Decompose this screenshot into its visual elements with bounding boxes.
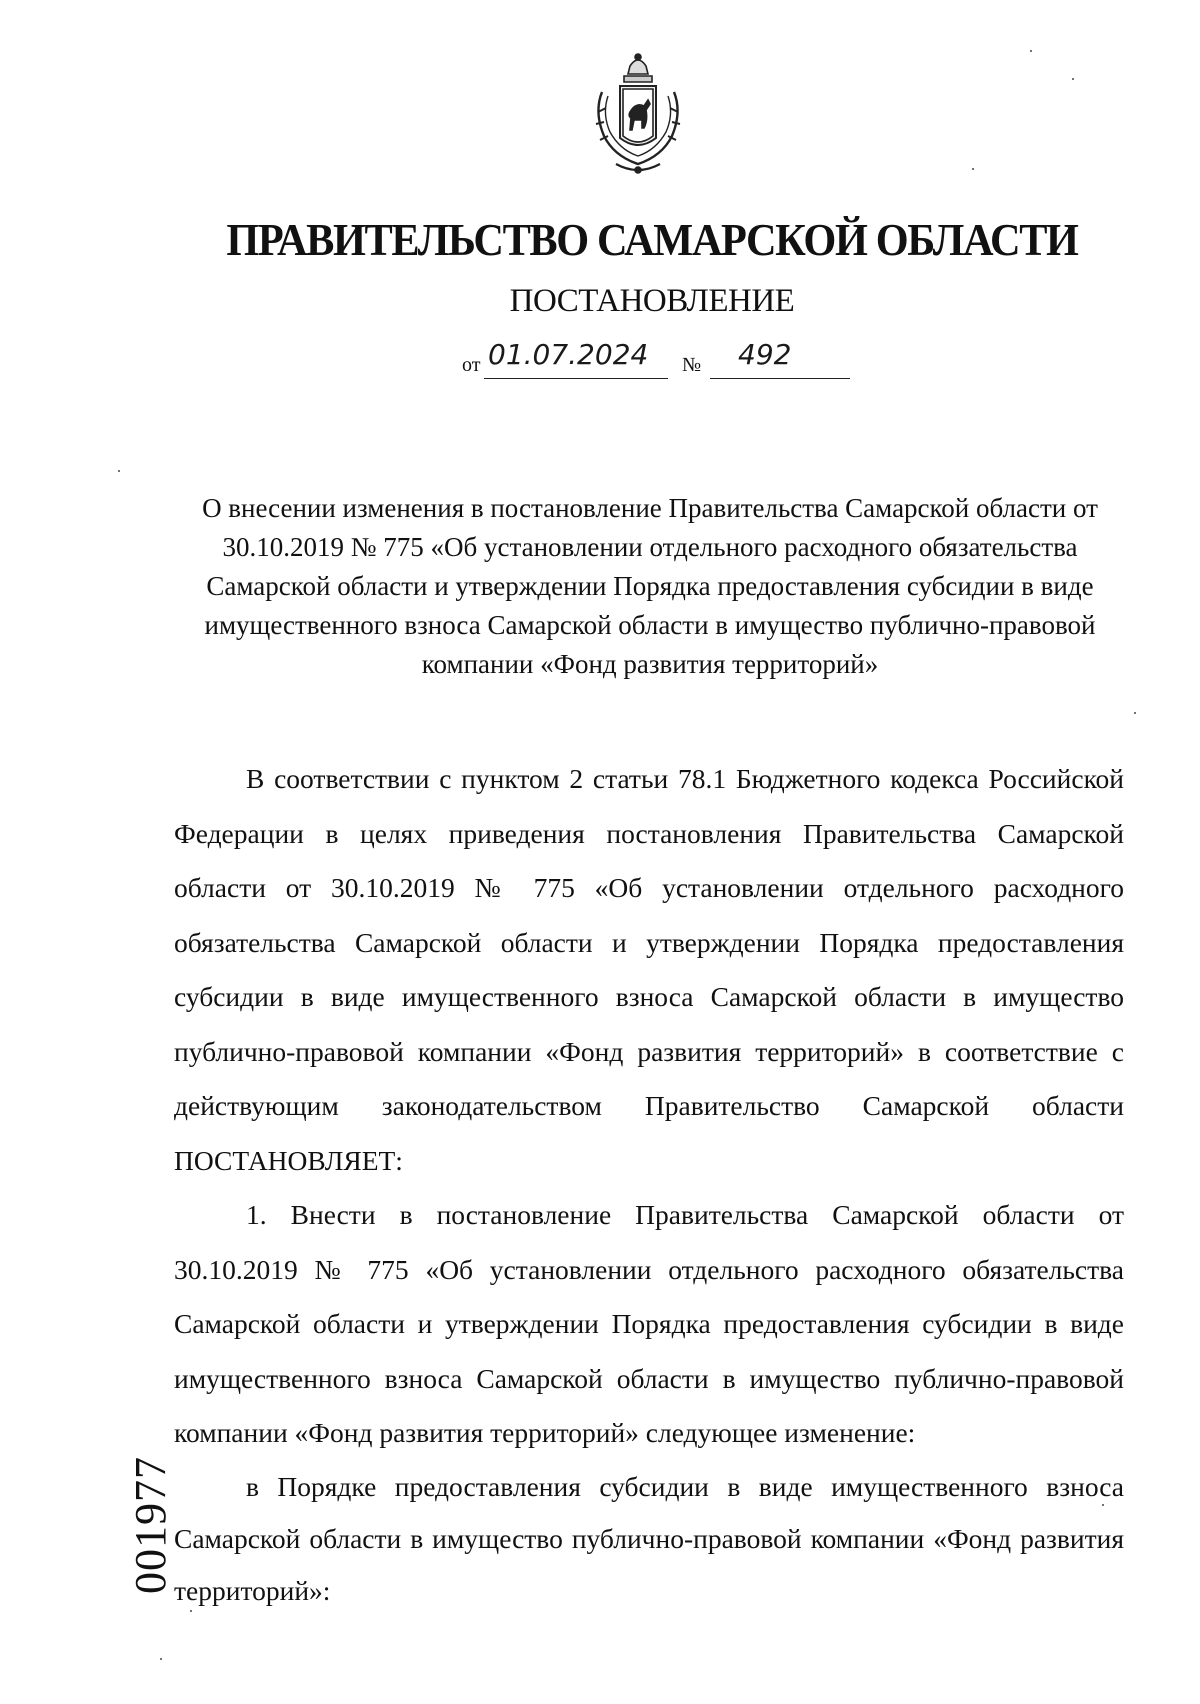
date-number-line <box>462 338 852 378</box>
coat-of-arms-icon <box>590 52 686 178</box>
number-label: № <box>682 354 702 376</box>
government-title: ПРАВИТЕЛЬСТВО САМАРСКОЙ ОБЛАСТИ <box>226 214 1078 265</box>
scan-speck <box>1102 1504 1104 1506</box>
side-registration-number: 001977 <box>126 1456 175 1594</box>
document-body <box>174 752 1124 1617</box>
preamble-paragraph: В соответствии с пунктом 2 статьи 78.1 Бюджетного кодекса Российской Федерации в целях приведения постановления Правительства Самарской области от 30.10.2019 № 775 «Об установлении отдельного расходного обязательства Самарской области и утверждении Порядка предоставления субсидии в виде имущественного взноса Самарской области в имущество публично-правовой компании «Фонд развития территорий» в соответствие с действующим законодательством Правительство Самарской области ПОСТАНОВЛЯЕТ: <box>174 763 1124 1176</box>
handwritten-date: 01.07.2024 <box>488 338 649 371</box>
scan-speck <box>190 1610 192 1612</box>
document-type: ПОСТАНОВЛЕНИЕ <box>509 283 795 319</box>
item-1-sub-paragraph: в Порядке предоставления субсидии в виде имущественного взноса Самарской области в имущество публично-правовой компании «Фонд развития территорий»: <box>174 1470 1124 1606</box>
date-underline <box>484 378 668 379</box>
scan-speck <box>972 168 974 170</box>
item-1-paragraph: 1. Внести в постановление Правительства Самарской области от 30.10.2019 № 775 «Об установлении отдельного расходного обязательства Самарской области и утверждении Порядка предоставления субсидии в виде имущественного взноса Самарской области в имущество публично-правовой компании «Фонд развития территорий» следующее изменение: <box>174 1199 1124 1448</box>
scan-speck <box>118 470 120 472</box>
number-underline <box>710 378 850 379</box>
handwritten-number: 492 <box>738 338 792 371</box>
scan-speck <box>160 1658 162 1660</box>
document-subject: О внесении изменения в постановление Правительства Самарской области от 30.10.2019 № 775 «Об установлении отдельного расходного обязательства Самарской области и утверждении Порядка предоставления субсидии в виде имущественного взноса Самарской области в имущество публично-правовой компании «Фонд развития территорий» <box>202 493 1098 679</box>
date-from-label: от <box>462 354 481 376</box>
scan-speck <box>1072 78 1074 80</box>
scan-speck <box>1030 50 1032 52</box>
scan-speck <box>1134 712 1136 714</box>
